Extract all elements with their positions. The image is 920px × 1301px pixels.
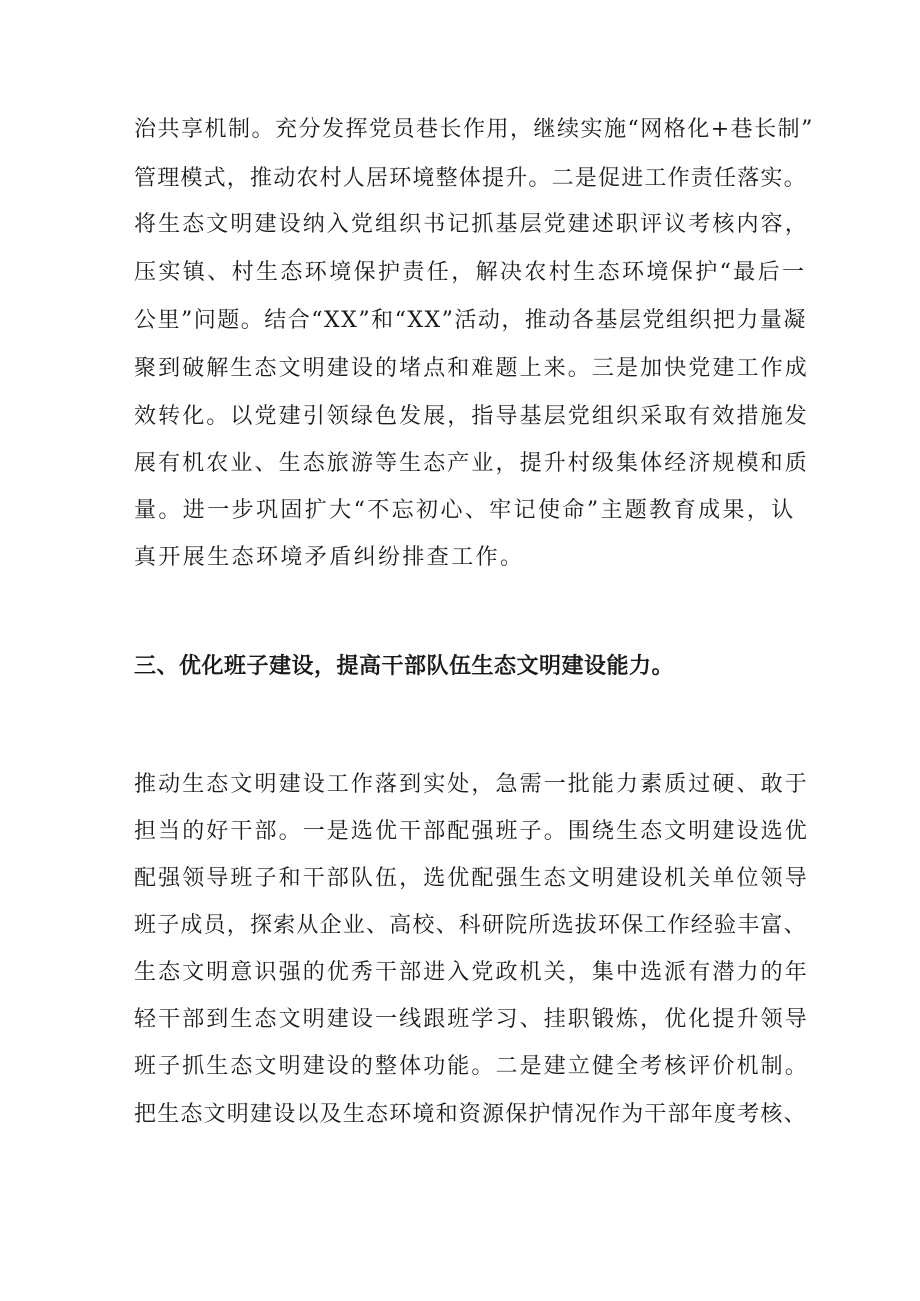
paragraph-1-line-7: 效转化。以党建引领绿色发展，指导基层党组织采取有效措施发 [134, 404, 809, 429]
paragraph-1-line-6: 聚到破解生态文明建设的堵点和难题上来。三是加快党建工作成 [134, 356, 809, 381]
paragraph-1-line-3: 将生态文明建设纳入党组织书记抓基层党建述职评议考核内容， [134, 212, 809, 237]
paragraph-1-line-9: 量。进一步巩固扩大“不忘初心、牢记使命”主题教育成果，认 [134, 498, 796, 523]
paragraph-2-line-4: 班子成员，探索从企业、高校、科研院所选拔环保工作经验丰富、 [134, 913, 807, 938]
paragraph-1-line-1: 治共享机制。充分发挥党员巷长作用，继续实施“网格化+巷长制” [134, 117, 814, 142]
paragraph-2-line-1: 推动生态文明建设工作落到实处，急需一批能力素质过硬、敢于 [134, 772, 809, 797]
paragraph-1-line-8: 展有机农业、生态旅游等生态产业，提升村级集体经济规模和质 [134, 451, 809, 476]
paragraph-2-line-5: 生态文明意识强的优秀干部进入党政机关，集中选派有潜力的年 [134, 960, 809, 985]
paragraph-2-line-2: 担当的好干部。一是选优干部配强班子。围绕生态文明建设选优 [134, 819, 809, 844]
paragraph-1-line-10: 真开展生态环境矛盾纠纷排查工作。 [134, 545, 525, 570]
paragraph-2-line-8: 把生态文明建设以及生态环境和资源保护情况作为干部年度考核、 [134, 1102, 807, 1127]
paragraph-2-line-7: 班子抓生态文明建设的整体功能。二是建立健全考核评价机制。 [134, 1054, 809, 1079]
paragraph-2-line-3: 配强领导班子和干部队伍，选优配强生态文明建设机关单位领导 [134, 866, 809, 891]
paragraph-1-line-2: 管理模式，推动农村人居环境整体提升。二是促进工作责任落实。 [134, 166, 807, 191]
paragraph-1-line-4: 压实镇、村生态环境保护责任，解决农村生态环境保护“最后一 [134, 260, 807, 285]
paragraph-2-line-6: 轻干部到生态文明建设一线跟班学习、挂职锻炼，优化提升领导 [134, 1007, 809, 1032]
section-heading-3: 三、优化班子建设，提高干部队伍生态文明建设能力。 [134, 653, 675, 679]
paragraph-1-line-5: 公里”问题。结合“XX”和“XX”活动，推动各基层党组织把力量凝 [134, 308, 807, 333]
